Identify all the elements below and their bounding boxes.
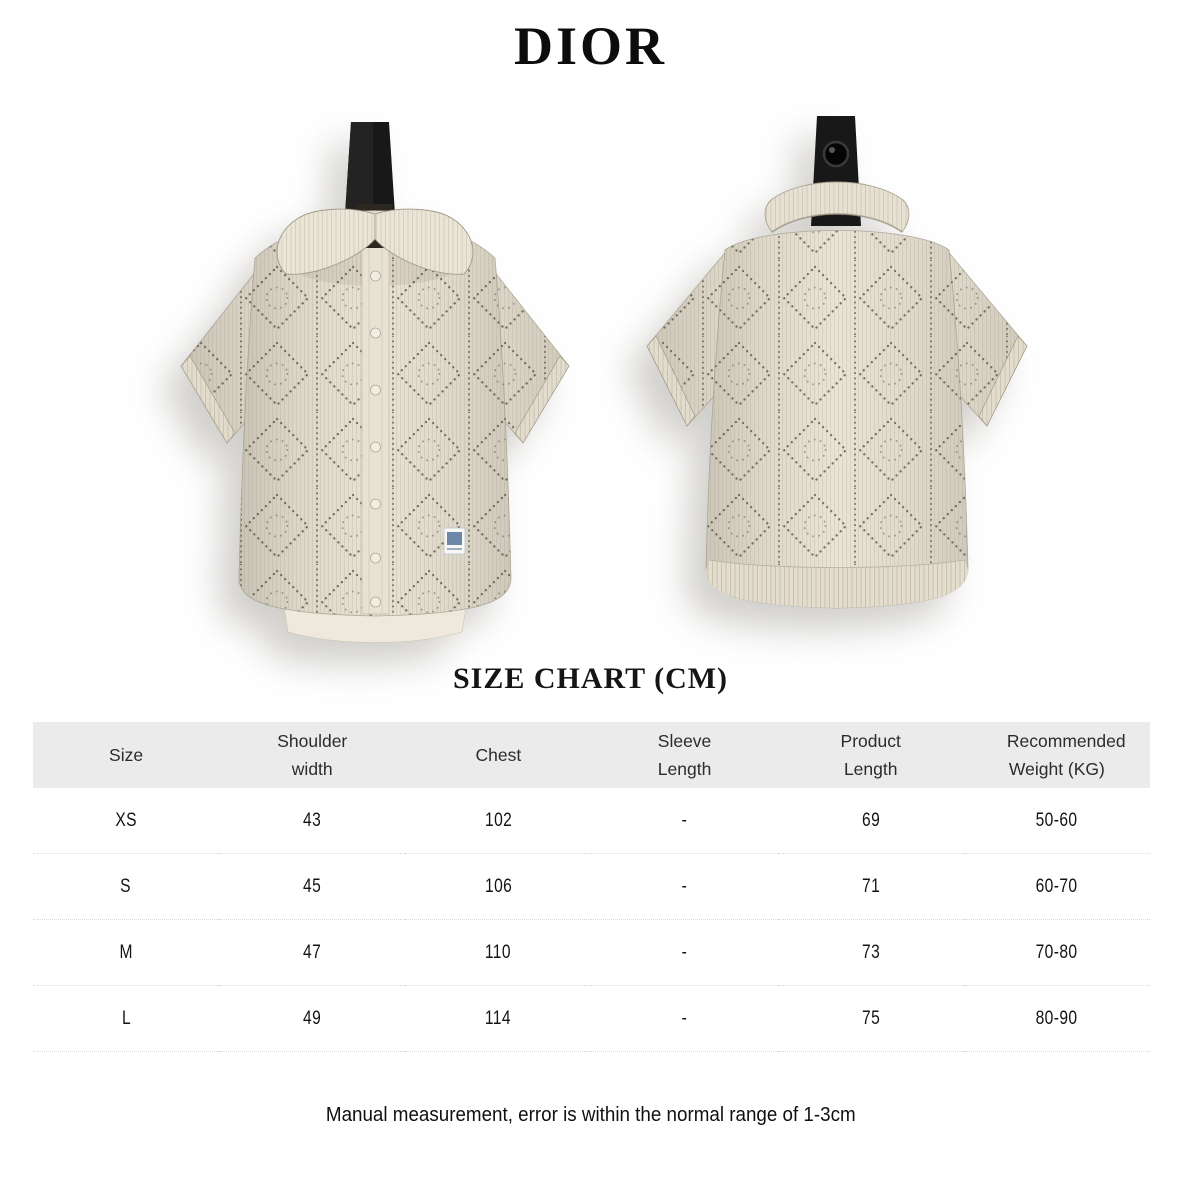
table-row-m	[33, 920, 1150, 986]
shoulder-cell: 47	[303, 941, 322, 963]
size-cell: S	[120, 875, 132, 897]
col-header-chest: Chest	[405, 722, 591, 788]
size-chart-table	[33, 722, 1150, 1052]
brand-label-tag	[444, 528, 465, 554]
length-cell: 75	[861, 1007, 880, 1029]
sleeve-cell: -	[681, 941, 688, 963]
shoulder-cell: 49	[303, 1007, 322, 1029]
col-header-product-length: Product Length	[778, 722, 964, 788]
header-row	[33, 722, 1150, 788]
size-chart-body	[33, 788, 1150, 1052]
length-cell: 69	[861, 809, 880, 831]
weight-cell: 70-80	[1035, 941, 1078, 963]
button-placket	[362, 236, 389, 614]
hem-band	[706, 560, 968, 608]
product-photo-front	[163, 108, 583, 657]
weight-cell: 60-70	[1035, 875, 1078, 897]
size-cell: M	[119, 941, 133, 963]
shoulder-cell: 45	[303, 875, 322, 897]
shoulder-cell: 43	[303, 809, 322, 831]
sleeve-cell: -	[681, 875, 688, 897]
body	[706, 231, 968, 609]
knit-polo-front-image	[163, 108, 583, 652]
size-cell: XS	[115, 809, 137, 831]
size-chart-header	[33, 722, 1150, 788]
brand-logo: DIOR	[513, 16, 667, 76]
sleeve-cell: -	[681, 1007, 688, 1029]
col-header-size: Size	[33, 722, 219, 788]
size-chart-title: SIZE CHART (CM)	[452, 662, 729, 695]
table-row-xs	[33, 788, 1150, 854]
product-photos	[0, 94, 1181, 654]
chest-cell: 110	[485, 941, 512, 963]
chest-cell: 106	[484, 875, 512, 897]
col-header-sleeve-length: Sleeve Length	[591, 722, 777, 788]
knit-polo-back-image	[625, 108, 1045, 652]
chest-cell: 102	[484, 809, 512, 831]
length-cell: 73	[861, 941, 880, 963]
col-header-shoulder-width: Shoulder width	[219, 722, 405, 788]
col-header-recommended-weight: Recommended Weight (KG)	[964, 722, 1150, 788]
chest-cell: 114	[485, 1007, 512, 1029]
table-row-s	[33, 854, 1150, 920]
measurement-note: Manual measurement, error is within the normal range of 1-3cm	[325, 1104, 856, 1126]
sleeve-cell: -	[681, 809, 688, 831]
product-page	[0, 16, 1181, 1127]
length-cell: 71	[861, 875, 880, 897]
size-cell: L	[121, 1007, 131, 1029]
product-photo-back	[625, 108, 1045, 657]
weight-cell: 80-90	[1035, 1007, 1078, 1029]
table-row-l	[33, 986, 1150, 1052]
weight-cell: 50-60	[1035, 809, 1078, 831]
